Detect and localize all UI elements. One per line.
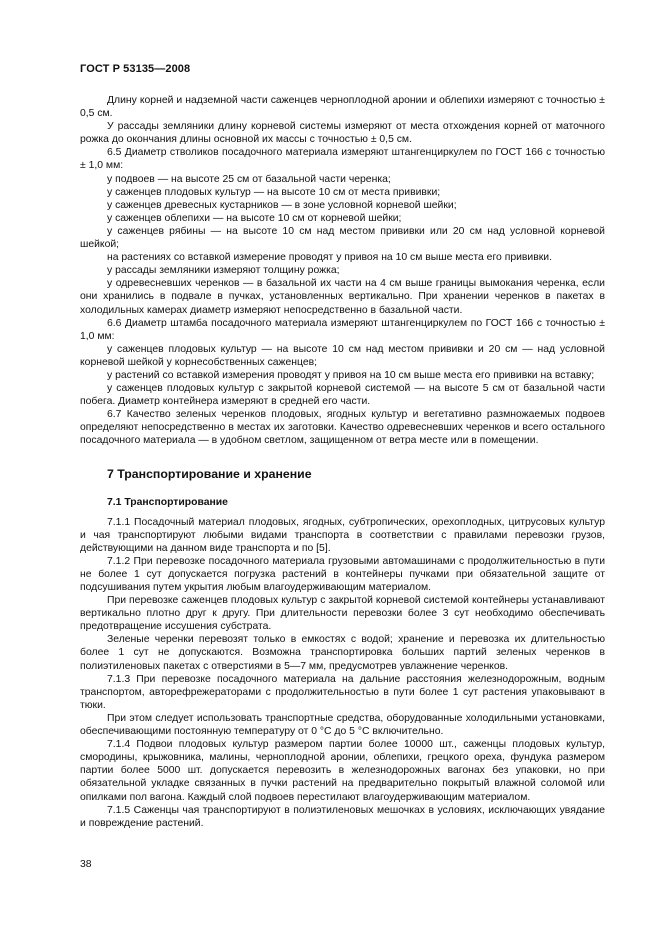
list-item: у саженцев плодовых культур — на высоте 10 см от места прививки; [107,186,441,198]
clause-7-1-3: 7.1.3 При перевозке посадочного материала на дальние расстояния железнодорожным, водным транспортом, авторефрежераторами с продолжительностью в пути более 1 сут растения упаковывают в тюки. [80,673,605,711]
document-code-header: ГОСТ Р 53135—2008 [80,63,191,75]
list-item: у саженцев древесных кустарников — в зоне условной корневой шейки; [107,199,457,211]
list-item: у саженцев облепихи — на высоте 10 см от корневой шейки; [107,212,402,224]
clause-7-1-1: 7.1.1 Посадочный материал плодовых, ягодных, субтропических, орехоплодных, цитрусовых культур и чая транспортируют любыми видами транспорта в соответствии с правилами перевозки грузов, действующими на данном виде транспорта и по [5]. [80,516,605,554]
clause-7-1-5: 7.1.5 Саженцы чая транспортируют в полиэтиленовых мешочках в условиях, исключающих увядание и повреждение растений. [80,804,605,829]
list-item: на растениях со вставкой измерение проводят у привоя на 10 см выше места его прививки. [107,252,552,264]
page-number: 38 [80,859,92,870]
list-item: у саженцев плодовых культур с закрытой корневой системой — на высоте 5 см от базальной части побега. Диаметр контейнера измеряют в средней его части. [80,383,605,408]
list-item: у одревесневших черенков — в базальной их части на 4 см выше границы вымокания черенка, если они хранились в подвале в пучках, установленных вертикально. При хранении черенков в пакетах в холодильных камерах диаметр измеряют непосредственно в базальной части. [80,278,605,316]
list-item: у подвоев — на высоте 25 см от базальной части черенка; [107,173,391,185]
clause-6-5: 6.5 Диаметр стволиков посадочного материала измеряют штангенциркулем по ГОСТ 166 с точностью ± 1,0 мм: [80,147,605,172]
clause-6-6: 6.6 Диаметр штамба посадочного материала измеряют штангенциркулем по ГОСТ 166 с точностью ± 1,0 мм: [80,317,605,342]
list-item: у саженцев рябины — на высоте 10 см над местом прививки или 20 см над условной корневой шейкой; [80,225,605,251]
clause-6-7: 6.7 Качество зеленых черенков плодовых, ягодных культур и вегетативно размножаемых подвоев определяют непосредственно в местах их заготовки. Качество одревесневших черенков и всего остального посадочного материала — в удобном светлом, защищенном от ветра месте или в помещении. [80,409,605,447]
list-item: у саженцев плодовых культур — на высоте 10 см над местом прививки и 20 см — над условной корневой шейкой у корнесобственных саженцев; [80,343,605,368]
paragraph: При перевозке саженцев плодовых культур с закрытой корневой системой контейнеры устанавливают вертикально плотно друг к другу. При длительности перевозки более 3 сут необходимо обеспечивать предотвращение иссушения субстрата. [80,595,605,633]
clause-7-1-4: 7.1.4 Подвои плодовых культур размером партии более 10000 шт., саженцы плодовых культур, смородины, крыжовника, малины, черноплодной аронии, облепихи, грецкого ореха, фундука размером партии более 5000 шт. допускается перевозить в железнодорожных вагонах без упаковки, но при обязательной укладке связанных в пучки растений на предварительно покрытый влажной соломой или опилками пол вагона. Каждый слой подвоев перестилают влагоудерживающим материалом. [80,739,605,803]
list-item: у растений со вставкой измерения проводят у привоя на 10 см выше места его прививки на вставку; [107,369,595,381]
paragraph: У рассады земляники длину корневой системы измеряют от места отхождения корней от маточного рожка до окончания длины основной их массы с точностью ± 0,5 см. [80,121,605,146]
section-title: 7 Транспортирование и хранение [107,466,312,481]
paragraph: Длину корней и надземной части саженцев черноплодной аронии и облепихи измеряют с точностью ± 0,5 см. [80,95,605,120]
clause-7-1-2: 7.1.2 При перевозке посадочного материала грузовыми автомашинами с продолжительностью в пути не более 1 сут допускается погрузка растений в контейнеры пучками при обязательной защите от подсушивания путем укрытия любым влагоудерживающим материалом. [80,555,605,593]
list-item: у рассады земляники измеряют толщину рожка; [107,265,340,277]
paragraph: Зеленые черенки перевозят только в емкостях с водой; хранение и перевозка их длительностью более 1 сут не допускаются. Возможна транспортировка больших партий зеленых черенков в полиэтиленовых пакетах с отверстиями в 5—7 мм, предусмотрев увлажнение черенков. [80,634,605,672]
paragraph: При этом следует использовать транспортные средства, оборудованные холодильными установками, обеспечивающими постоянную температуру от 0 °С до 5 °С включительно. [80,712,605,738]
document-body [80,94,605,830]
subsection-title: 7.1 Транспортирование [107,496,228,508]
